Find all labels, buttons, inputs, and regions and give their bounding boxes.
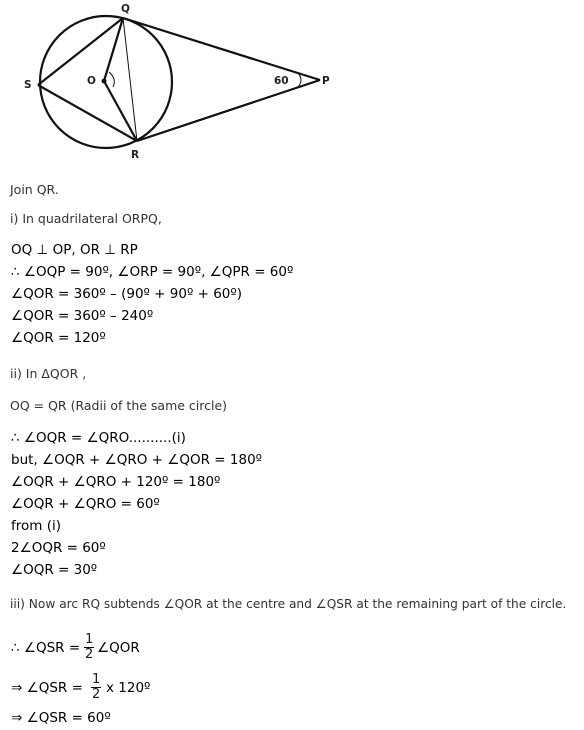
chord-qr (123, 18, 137, 141)
tangent-qp (123, 18, 320, 80)
fraction-numerator: 1 (92, 672, 101, 687)
part1-line: ∴ ∠OQP = 90º, ∠ORP = 90º, ∠QPR = 60º (11, 264, 294, 280)
part2-line: ∠OQR + ∠QRO + 120º = 180º (11, 474, 221, 490)
part2-line: but, ∠OQR + ∠QRO + ∠QOR = 180º (11, 452, 263, 468)
fraction-denominator: 2 (92, 687, 101, 702)
part1-line: ∠QOR = 120º (11, 330, 106, 346)
label-o: O (87, 75, 96, 87)
part1-heading: i) In quadrilateral ORPQ, (10, 211, 162, 226)
join-instruction: Join QR. (10, 182, 59, 197)
centre-dot (102, 79, 107, 84)
part3-heading: iii) Now arc RQ subtends ∠QOR at the centre and ∠QSR at the remaining part of the circle. (10, 597, 567, 611)
angle-arc-o (109, 72, 114, 87)
part1-line: ∠QOR = 360º – (90º + 90º + 60º) (11, 286, 243, 302)
fraction-one-half (84, 633, 94, 662)
part2-line: ∠OQR + ∠QRO = 60º (11, 496, 160, 512)
radius-oq (104, 18, 123, 81)
label-s: S (24, 79, 32, 91)
fraction-denominator: 2 (85, 647, 94, 662)
part1-line: OQ ⊥ OP, OR ⊥ RP (11, 242, 138, 258)
part3-line2-rhs: x 120º (106, 680, 151, 696)
label-angle-60: 60 (274, 75, 289, 87)
part3-line1-lhs: ∴ ∠QSR = (11, 640, 81, 656)
part3-line1-rhs: ∠QOR (97, 640, 140, 656)
part2-line: ∴ ∠OQR = ∠QRO..........(i) (11, 430, 186, 446)
part2-line: from (i) (11, 518, 61, 534)
part1-line: ∠QOR = 360º – 240º (11, 308, 154, 324)
part3-line3: ⇒ ∠QSR = 60º (11, 710, 111, 726)
label-r: R (131, 149, 140, 161)
part3-line2-lhs: ⇒ ∠QSR = (11, 680, 83, 696)
part2-line: 2∠OQR = 60º (11, 540, 106, 556)
label-q: Q (121, 3, 130, 15)
part2-heading: ii) In ΔQOR , (10, 366, 87, 381)
part2-note: OQ = QR (Radii of the same circle) (10, 398, 228, 413)
geometry-figure (0, 0, 584, 175)
chord-sq (38, 18, 123, 85)
angle-arc-p (298, 73, 301, 87)
fraction-numerator: 1 (85, 632, 94, 647)
part2-line: ∠OQR = 30º (11, 562, 98, 578)
fraction-one-half (91, 673, 101, 702)
label-p: P (322, 75, 330, 87)
